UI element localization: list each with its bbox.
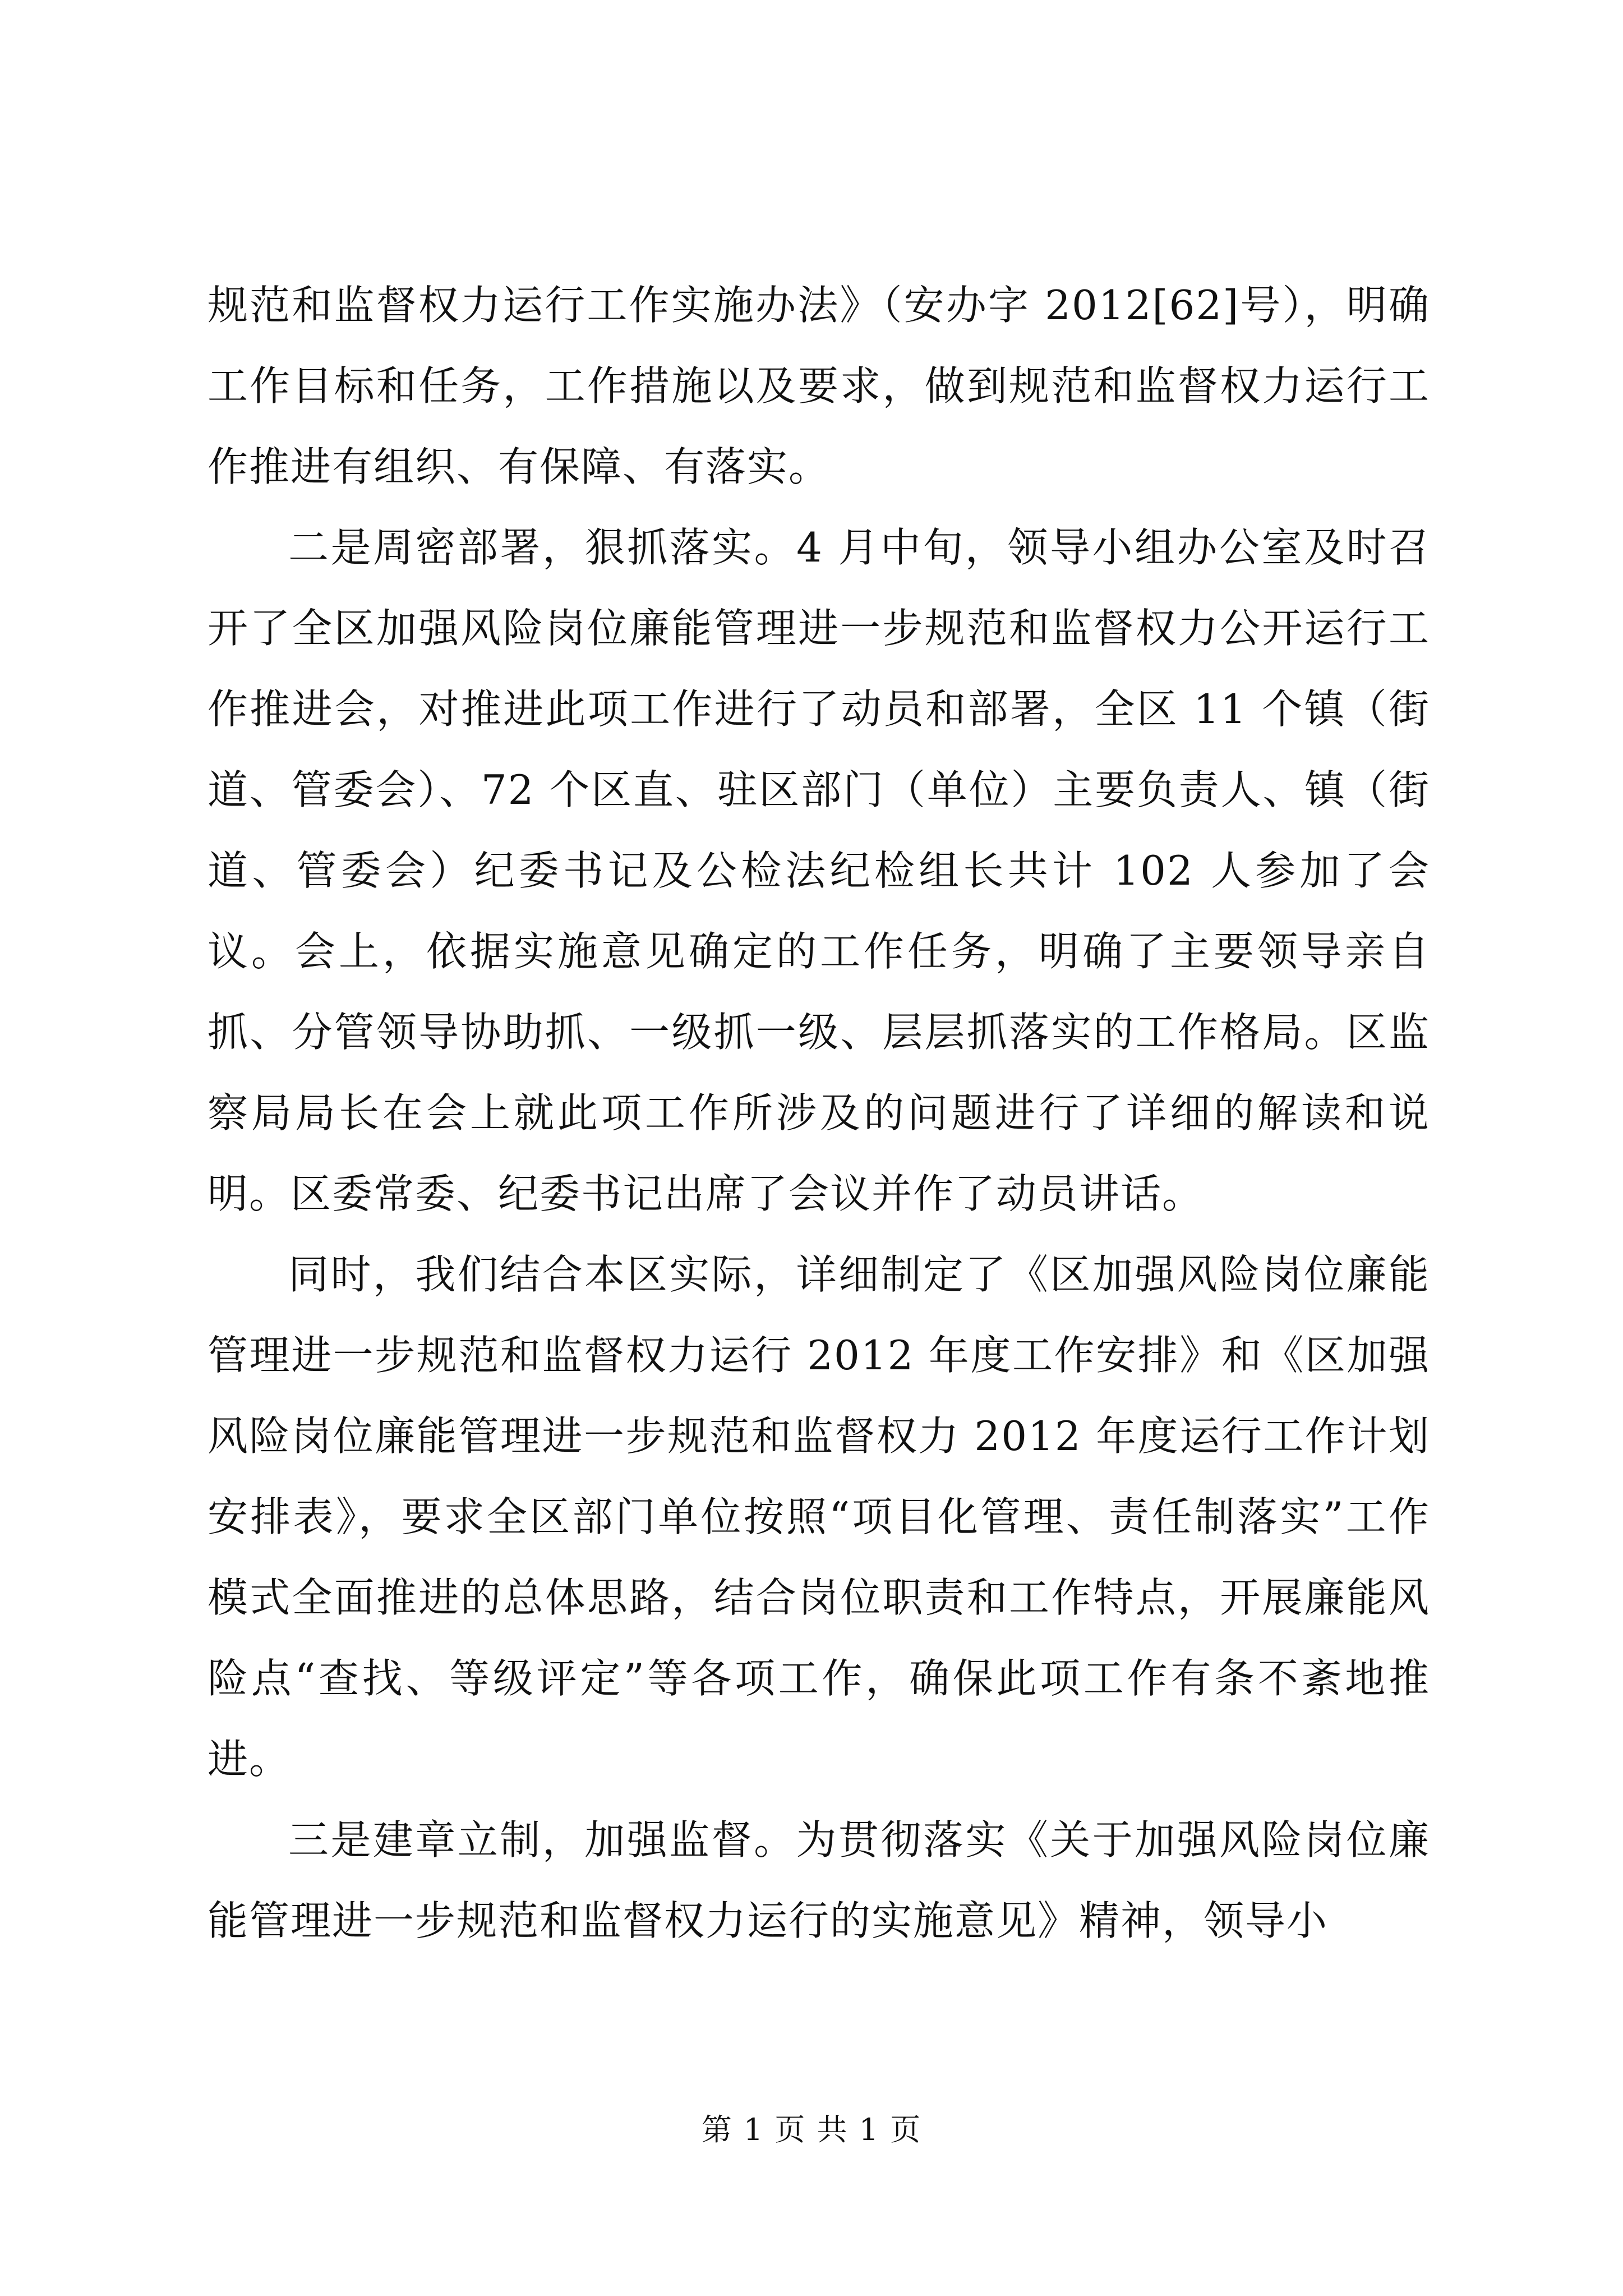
document-body (208, 265, 1430, 1961)
page-footer: 第 1 页 共 1 页 (701, 2112, 922, 2147)
paragraph-2: 二是周密部署，狠抓落实。4 月中旬，领导小组办公室及时召开了全区加强风险岗位廉能管理进一步规范和监督权力公开运行工作推进会，对推进此项工作进行了动员和部署，全区 11 个镇（街道、管委会）、72 个区直、驻区部门（单位）主要负责人、镇（街道、管委会）纪委书记及公检法纪检组长共计 102 人参加了会议。会上，依据实施意见确定的工作任务，明确了主要领导亲自抓、分管领导协助抓、一级抓一级、层层抓落实的工作格局。区监察局局长在会上就此项工作所涉及的问题进行了详细的解读和说明。区委常委、纪委书记出席了会议并作了动员讲话。 (208, 524, 1430, 1217)
paragraph-3: 同时，我们结合本区实际，详细制定了《区加强风险岗位廉能管理进一步规范和监督权力运行 2012 年度工作安排》和《区加强风险岗位廉能管理进一步规范和监督权力 2012 年度运行工作计划安排表》，要求全区部门单位按照“项目化管理、责任制落实”工作模式全面推进的总体思路，结合岗位职责和工作特点，开展廉能风险点“查找、等级评定”等各项工作，确保此项工作有条不紊地推进。 (208, 1251, 1430, 1783)
paragraph-4: 三是建章立制，加强监督。为贯彻落实《关于加强风险岗位廉能管理进一步规范和监督权力运行的实施意见》精神，领导小 (208, 1816, 1430, 1944)
paragraph-1: 规范和监督权力运行工作实施办法》（安办字 2012[62]号），明确工作目标和任务，工作措施以及要求，做到规范和监督权力运行工作推进有组织、有保障、有落实。 (208, 282, 1430, 490)
